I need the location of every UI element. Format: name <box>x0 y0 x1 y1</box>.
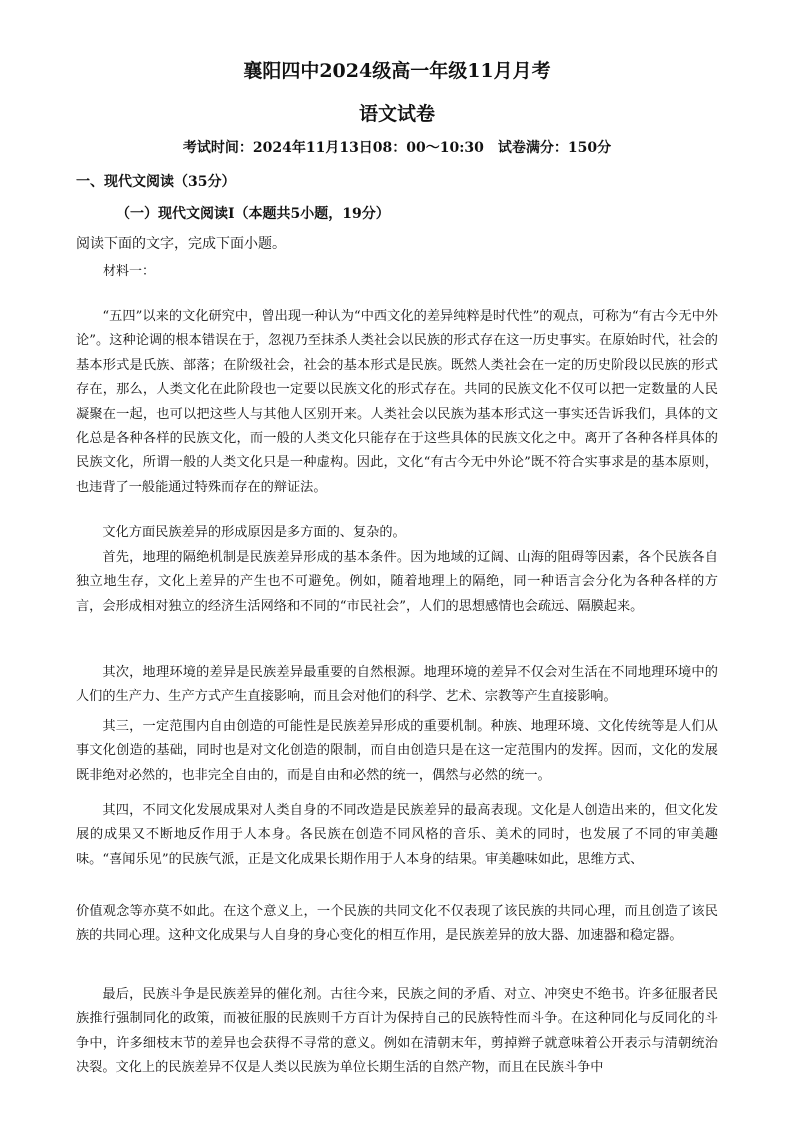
paragraph: 其次，地理环境的差异是民族差异最重要的自然根源。地理环境的差异不仅会对生活在不同地理环境中的人们的生产力、生产方式产生直接影响，而且会对他们的科学、艺术、宗教等产生直接影响。 <box>76 665 718 705</box>
paragraph: “五四”以来的文化研究中，曾出现一种认为“中西文化的差异纯粹是时代性”的观点，可称为“有古今无中外论”。这种论调的根本错误在于，忽视乃至抹杀人类社会以民族的形式存在这一历史事实。在原始时代，社会的基本形式是氏族、部落；在阶级社会，社会的基本形式是民族。既然人类社会在一定的历史阶段以民族的形式存在，那么，人类文化在此阶段也一定要以民族文化的形式存在。共同的民族文化不仅可以把一定数量的人民凝聚在一起，也可以把这些人与其他人区别开来。人类社会以民族为基本形式这一事实还告诉我们，具体的文化总是各种各样的民族文化，而一般的人类文化只能存在于这些具体的民族文化之中。离开了各种各样具体的民族文化，所谓一般的人类文化只是一种虚构。因此，文化“有古今无中外论”既不符合实事求是的基本原则，也违背了一般能通过特殊而存在的辩证法。 <box>76 309 718 495</box>
exam-info: 考试时间：2024年11月13日08：00～10:30 试卷满分：150分 <box>182 140 612 156</box>
paragraph: 文化方面民族差异的形成原因是多方面的、复杂的。 <box>102 525 406 540</box>
paragraph: 其三，一定范围内自由创造的可能性是民族差异形成的重要机制。种族、地理环境、文化传统等是人们从事文化创造的基础，同时也是对文化创造的限制，而自由创造只是在这一定范围内的发挥。因而，文化的发展既非绝对必然的，也非完全自由的，而是自由和必然的统一，偶然与必然的统一。 <box>76 719 718 783</box>
reading-instruction: 阅读下面的文字，完成下面小题。 <box>76 236 286 252</box>
paragraph: 最后，民族斗争是民族差异的催化剂。古往今来，民族之间的矛盾、对立、冲突史不绝书。许多征服者民族推行强制同化的政策，而被征服的民族则千方百计为保持自己的民族特性而斗争。在这种同化与反同化的斗争中，许多细枝末节的差异也会获得不寻常的意义。例如在清朝末年，剪掉辫子就意味着公开表示与清朝统治决裂。文化上的民族差异不仅是人类以民族为单位长期生活的自然产物，而且在民族斗争中 <box>76 987 718 1076</box>
exam-subject: 语文试卷 <box>358 103 435 125</box>
material-label: 材料一： <box>103 264 156 279</box>
paragraph: 其四，不同文化发展成果对人类自身的不同改造是民族差异的最高表现。文化是人创造出来的，但文化发展的成果又不断地反作用于人本身。各民族在创造不同风格的音乐、美术的同时，也发展了不同的审美趣味。“喜闻乐见”的民族气派，正是文化成果长期作用于人本身的结果。审美趣味如此，思维方式、 <box>76 803 718 867</box>
paragraph: 首先，地理的隔绝机制是民族差异形成的基本条件。因为地域的辽阔、山海的阻碍等因素，各个民族各自独立地生存，文化上差异的产生也不可避免。例如，随着地理上的隔绝，同一种语言会分化为各种各样的方言，会形成相对独立的经济生活网络和不同的“市民社会”，人们的思想感情也会疏远、隔膜起来。 <box>76 550 718 614</box>
exam-title: 襄阳四中2024级高一年级11月月考 <box>243 60 551 82</box>
paragraph-continued: 价值观念等亦莫不如此。在这个意义上，一个民族的共同文化不仅表现了该民族的共同心理，而且创造了该民族的共同心理。这种文化成果与人自身的身心变化的相互作用，是民族差异的放大器、加速器和稳定器。 <box>76 904 718 944</box>
section-heading: 一、现代文阅读（35分） <box>76 174 236 190</box>
subsection-heading: （一）现代文阅读Ⅰ（本题共5小题，19分） <box>116 206 390 222</box>
